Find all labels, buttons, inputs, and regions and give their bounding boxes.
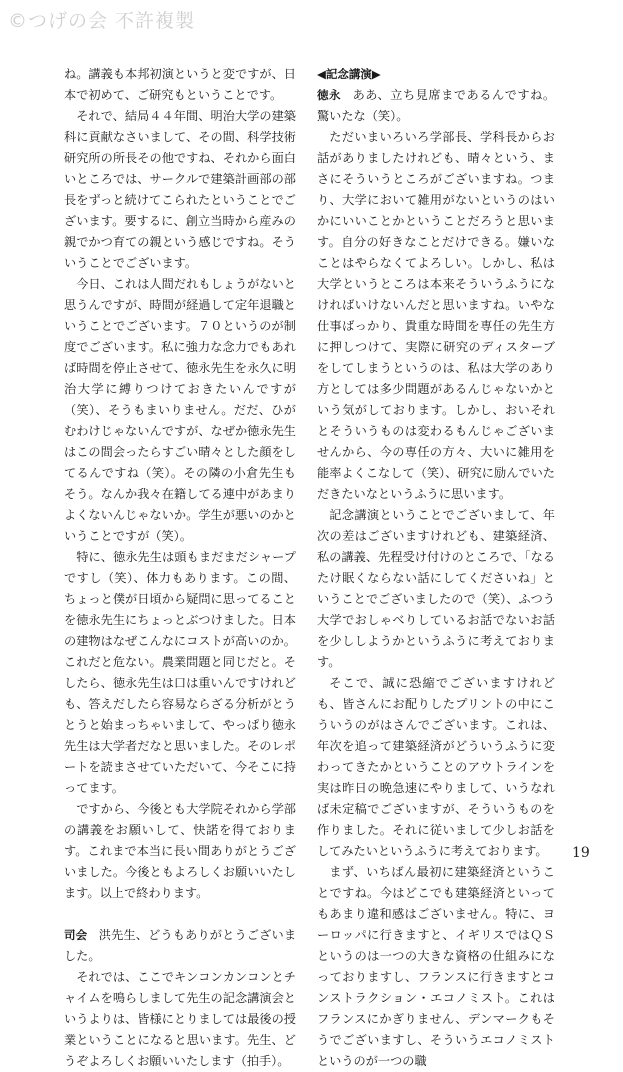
body-paragraph: ね。講義も本邦初演というと変ですが、日本で初めて、ご研究もということです。 (64, 67, 296, 102)
body-paragraph: そこで、誠に恐縮でございますけれども、皆さんにお配りしたプリントの中にこういうのがはさんでございます。これは、年次を追って建築経済がどういうふうに変わってきたかということのアウトラインを実は昨日の晩急速にやりまして、いうなれば未定稿でございますが、そういうものを作りました。それに従いまして少しお話をしてみたいというふうに考えております。 (317, 676, 555, 858)
left-column (64, 64, 296, 1072)
body-paragraph: 特に、徳永先生は頭もまだまだシャープですし（笑）、体力もあります。この間、ちょっと僕が日頃から疑問に思ってることを徳永先生にちょっとぶつけました。日本の建物はなぜこんなにコストが高いのか。これだと危ない。農業問題と同じだと。そしたら、徳永先生は口は重いんですけれども、答えだしたら容易ならざる分析がとうとうと始まっちゃいまして、やっぱり徳永先生は大学者だなと思いました。そのレポートを読まさせていただいて、今そこに持ってます。 (64, 550, 296, 795)
section-heading: ◀記念講演▶ (317, 67, 381, 81)
watermark: ©つげの会 不許複製 (8, 10, 196, 32)
paragraph-gap (64, 904, 296, 925)
page-number: 19 (572, 845, 590, 861)
body-paragraph: 記念講演ということでございまして、年次の差はございますけれども、建築経済、私の講義、先程受け付けのところで、「なるたけ眠くならない話にしてくださいね」ということでございましたので（笑）、ふつう大学でおしゃべりしているお話でないお話を少ししようかというふうに考えております。 (317, 508, 555, 669)
body-paragraph: ですから、今後とも大学院それから学部の講義をお願いして、快諾を得ております。これまで本当に長い間ありがとうございました。今後ともよろしくお願いいたします。以上で終わります。 (64, 802, 296, 900)
speaker-paragraph (64, 925, 296, 967)
body-paragraph: それで、結局４４年間、明治大学の建築科に貢献なさいまして、その間、科学技術研究所の所長その他ですね、それから面白いところでは、サークルで建築計画部の部長をずっと続けてこられたということでございます。要するに、創立当時から産みの親でかつ育ての親という感じですね。そういうことでございます。 (64, 109, 296, 270)
body-paragraph: 今日、これは人間だれもしょうがないと思うんですが、時間が経過して定年退職ということでございます。７０というのが制度でございます。私に強力な念力でもあれば時間を停止させて、徳永先生を永久に明治大学に縛りつけておきたいんですが（笑）、そうもまいりません。だだ、ひがむわけじゃないんですが、なぜか徳永先生はこの間会ったらすごい晴々とした顔をしてるんですね（笑）。その隣の小倉先生もそう。なんか我々在籍してる連中があまりよくないんじゃないか。学生が悪いのかということですが（笑）。 (64, 277, 296, 543)
speaker-text: ああ、立ち見席まであるんですね。驚いたな（笑）。 (317, 88, 556, 123)
speaker-name: 徳永 (317, 88, 342, 102)
body-paragraph: ただいまいろいろ学部長、学科長からお話がありましたけれども、晴々という、まさにそういうところがございますね。つまり、大学において雑用がないというのはいかにいいことかということだろうと思います。自分の好きなことだけできる。嫌いなことはやらなくてよろしい。しかし、私は大学というところは本来そういうふうになければいけないんだと思いますね。いやな仕事ばっかり、貴重な時間を専任の先生方に押しつけて、実際に研究のディスターブをしてしまうというのは、私は大学のあり方としては多少問題があるんじゃないかという気がしております。しかし、おいそれとそういうものは変わるもんじゃございませんから、今の専任の方々、大いに雑用を能率よくこなして（笑）、研究に励んでいただきたいなというふうに思います。 (317, 130, 555, 501)
speaker-text: 洪先生、どうもありがとうございました。 (64, 928, 297, 963)
speaker-paragraph (317, 85, 555, 127)
body-paragraph: それでは、ここでキンコンカンコンとチャイムを鳴らしまして先生の記念講演会というよりは、皆様にとりましては最後の授業ということになると思います。先生、どうぞよろしくお願いいたします（拍手）。 (64, 970, 296, 1068)
speaker-name: 司会 (64, 928, 88, 942)
body-paragraph: まず、いちばん最初に建築経済ということですね。今はどこでも建築経済といってもあまり違和感はございません。特に、ヨーロッパに行きますと、イギリスではＱＳというのは一つの大きな資格の仕組みになっておりますし、フランスに行きますとコンストラクション・エコノミスト。これはフランスにかぎりません、デンマークもそうでございますし、そういうエコノミストというのが一つの職 (317, 865, 555, 1068)
right-column (317, 64, 555, 1072)
